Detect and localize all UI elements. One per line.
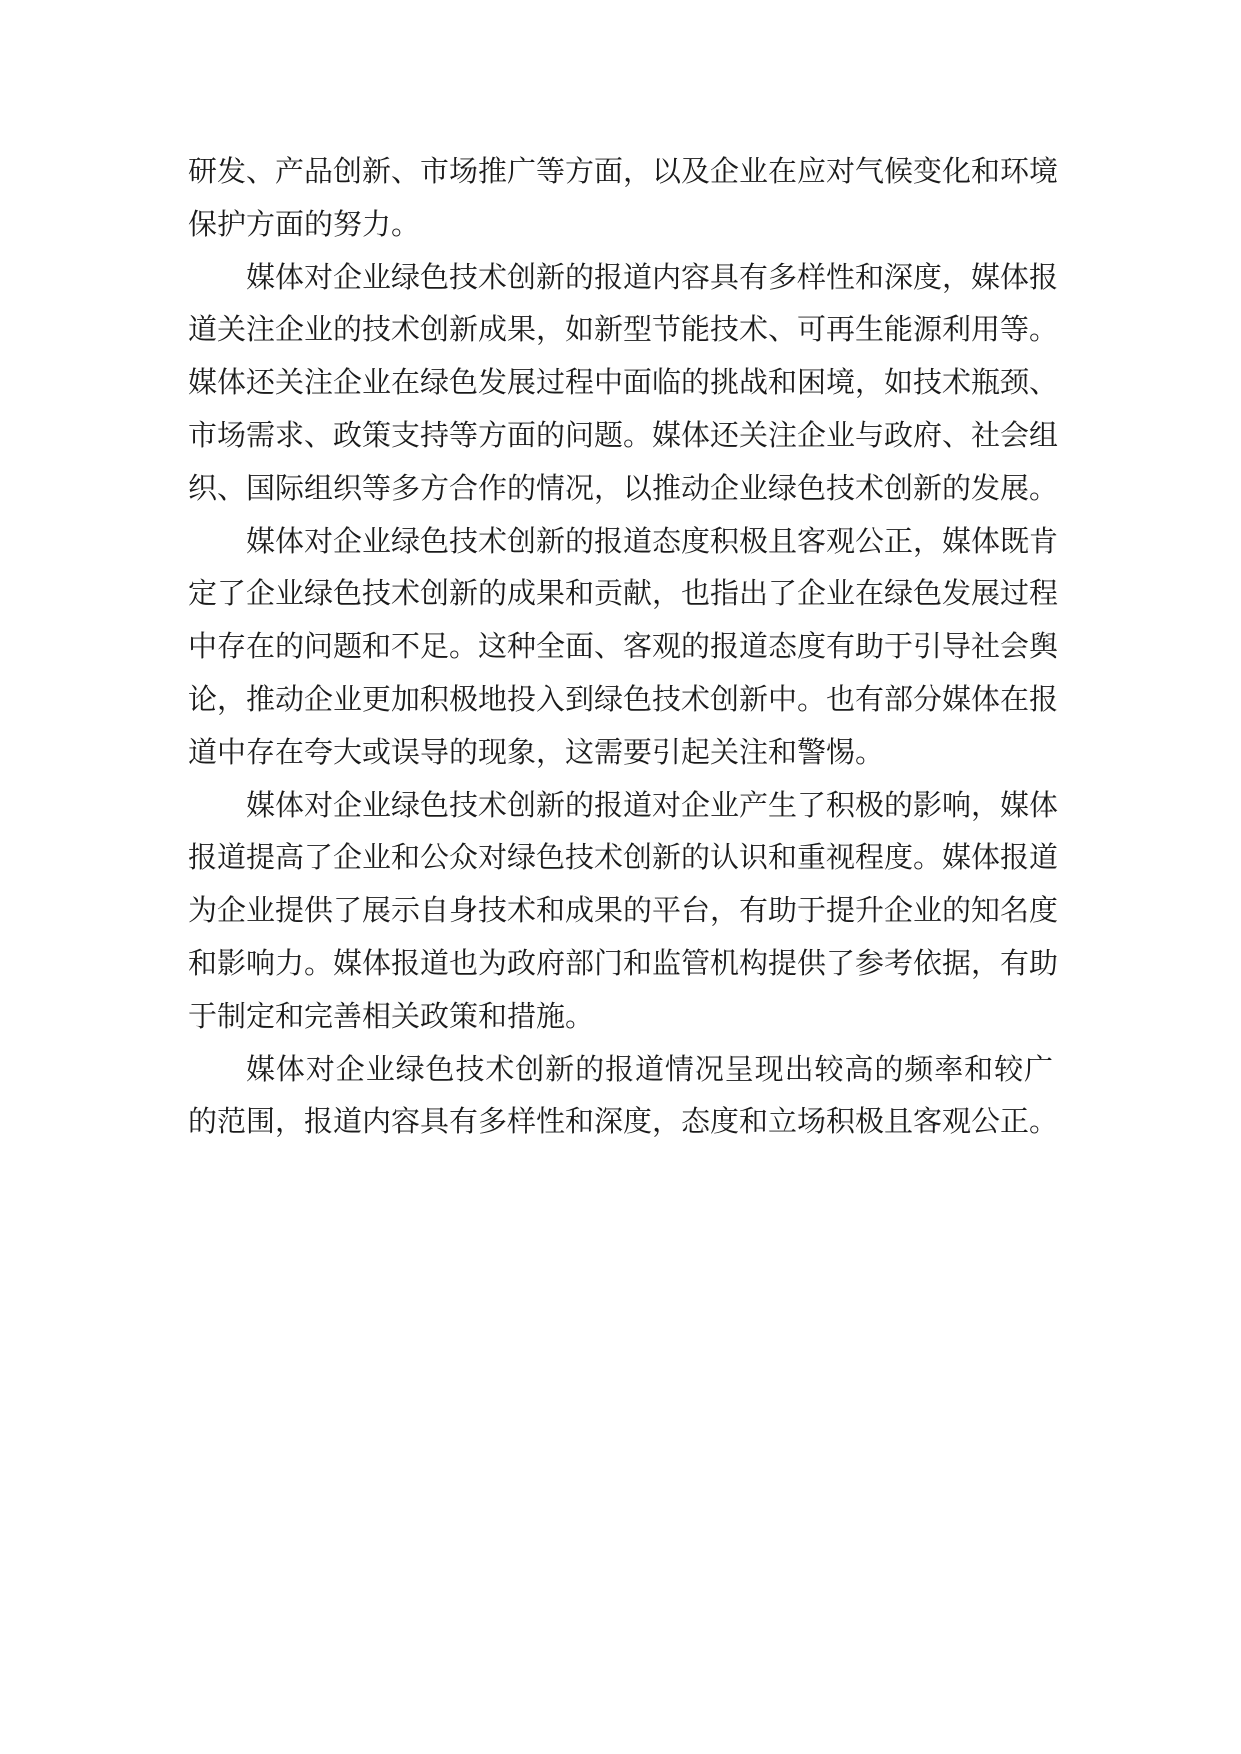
- text-line: 和影响力。媒体报道也为政府部门和监管机构提供了参考依据，有助: [188, 945, 1059, 980]
- text-line: 的范围，报道内容具有多样性和深度，态度和立场积极且客观公正。: [188, 1104, 1059, 1139]
- text-line: 为企业提供了展示自身技术和成果的平台，有助于提升企业的知名度: [188, 893, 1059, 928]
- text-line: 中存在的问题和不足。这种全面、客观的报道态度有助于引导社会舆: [188, 629, 1059, 664]
- paragraph-first-line: 媒体对企业绿色技术创新的报道内容具有多样性和深度，媒体报: [246, 259, 1059, 294]
- text-line: 于制定和完善相关政策和措施。: [188, 998, 595, 1033]
- text-line: 道中存在夸大或误导的现象，这需要引起关注和警惕。: [188, 734, 885, 769]
- paragraph-first-line: 媒体对企业绿色技术创新的报道对企业产生了积极的影响，媒体: [246, 787, 1059, 822]
- paragraph-first-line: 媒体对企业绿色技术创新的报道态度积极且客观公正，媒体既肯: [246, 523, 1059, 558]
- text-line: 研发、产品创新、市场推广等方面，以及企业在应对气候变化和环境: [188, 154, 1059, 188]
- text-line: 织、国际组织等多方合作的情况，以推动企业绿色技术创新的发展。: [188, 470, 1059, 505]
- text-line: 论，推动企业更加积极地投入到绿色技术创新中。也有部分媒体在报: [188, 681, 1059, 716]
- text-line: 道关注企业的技术创新成果，如新型节能技术、可再生能源利用等。: [188, 312, 1059, 347]
- paragraph-first-line: 媒体对企业绿色技术创新的报道情况呈现出较高的频率和较广: [246, 1051, 1053, 1086]
- text-line: 报道提高了企业和公众对绿色技术创新的认识和重视程度。媒体报道: [188, 840, 1059, 875]
- text-line: 市场需求、政策支持等方面的问题。媒体还关注企业与政府、社会组: [188, 417, 1059, 452]
- text-line: 媒体还关注企业在绿色发展过程中面临的挑战和困境，如技术瓶颈、: [188, 365, 1059, 400]
- text-line: 定了企业绿色技术创新的成果和贡献，也指出了企业在绿色发展过程: [188, 576, 1059, 611]
- text-line: 保护方面的努力。: [188, 206, 421, 241]
- body-text: [188, 145, 1059, 1148]
